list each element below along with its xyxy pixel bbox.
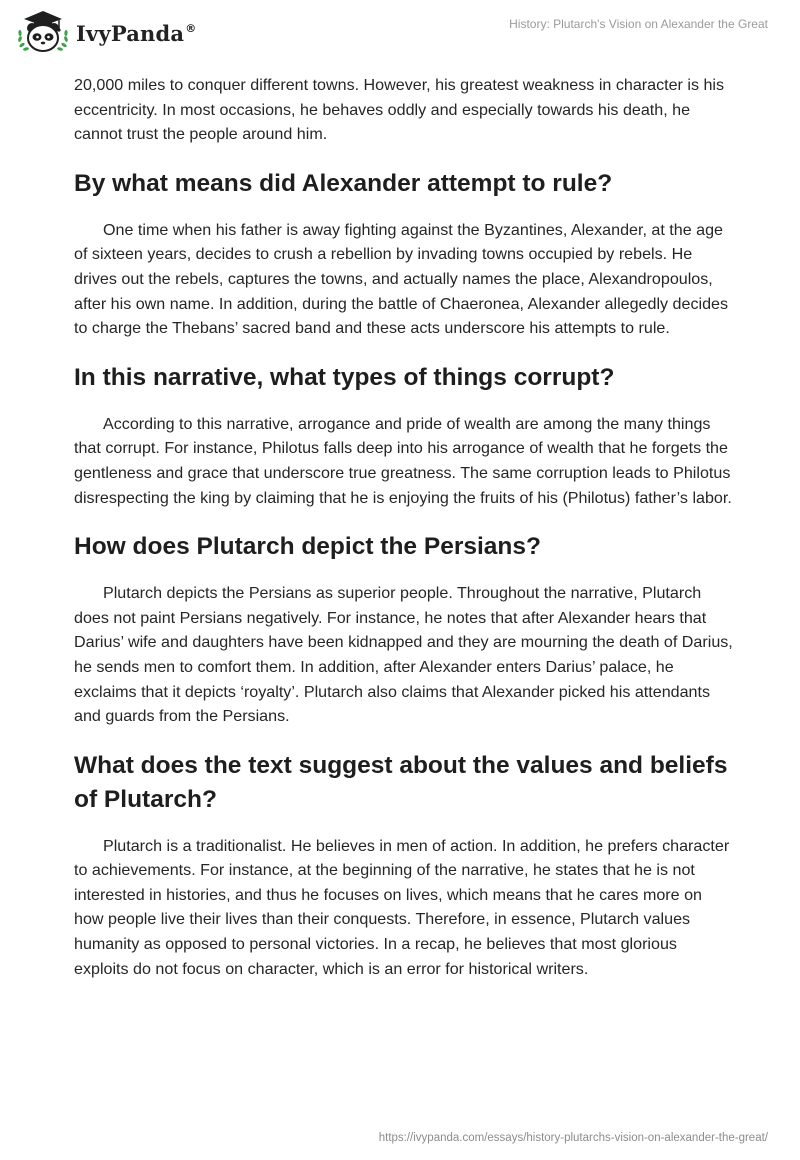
section-heading-rule: By what means did Alexander attempt to rule? bbox=[74, 169, 613, 197]
section-body-corruption: According to this narrative, arrogance and pride of wealth are among the many things that corrupt. For instance, Philotus falls deep into his arrogance of wealth that he forgets the gentleness and grace that underscore true greatness. The same corruption leads to Philotus disrespecting the king by claiming that he is enjoying the fruits of his (Philotus) father’s labor. bbox=[74, 414, 732, 507]
section-heading-persians: How does Plutarch depict the Persians? bbox=[74, 533, 541, 561]
section-body-rule: One time when his father is away fighting against the Byzantines, Alexander, at the age of sixteen years, decides to crush a rebellion by invading towns occupied by rebels. He drives out the rebels, captures the towns, and actually names the place, Alexandropoulos, after his own name. In addition, during the battle of Chaeronea, Alexander allegedly decides to charge the Thebans’ sacred band and these acts underscore his attempts to rule. bbox=[74, 220, 729, 338]
page-header bbox=[0, 0, 800, 64]
document-title: History: Plutarch's Vision on Alexander the Great bbox=[509, 17, 768, 31]
brand-name-text: IvyPanda bbox=[76, 20, 185, 46]
essay-content bbox=[74, 73, 734, 981]
section-heading-values: What does the text suggest about the values and beliefs of Plutarch? bbox=[74, 751, 728, 813]
section-heading-corruption: In this narrative, what types of things corrupt? bbox=[74, 363, 615, 391]
source-url[interactable]: https://ivypanda.com/essays/history-plutarchs-vision-on-alexander-the-great/ bbox=[378, 1132, 768, 1144]
intro-paragraph: 20,000 miles to conquer different towns. However, his greatest weakness in character is his eccentricity. In most occasions, he behaves oddly and especially towards his death, he cannot trust the people around him. bbox=[74, 76, 725, 144]
brand-name bbox=[76, 21, 196, 46]
ivypanda-logo[interactable] bbox=[14, 8, 196, 56]
section-body-values: Plutarch is a traditionalist. He believes in men of action. In addition, he prefers character to achievements. For instance, at the beginning of the narrative, he states that he is not interested in histories, and thus he focuses on lives, which means that he cares more on how people live their lives than their conquests. Therefore, in essence, Plutarch values humanity as opposed to personal victories. In a recap, he believes that most glorious exploits do not focus on character, which is an error for historical writers. bbox=[74, 836, 730, 978]
section-body-persians: Plutarch depicts the Persians as superior people. Throughout the narrative, Plutarch does not paint Persians negatively. For instance, he notes that after Alexander hears that Darius’ wife and daughters have been kidnapped and they are mourning the death of Darius, he sends men to comfort them. In addition, after Alexander enters Darius’ palace, he exclaims that it depicts ‘royalty’. Plutarch also claims that Alexander picked his attendants and guards from the Persians. bbox=[74, 584, 733, 726]
brand-registered-mark: ® bbox=[185, 21, 197, 35]
panda-graduate-icon bbox=[14, 8, 72, 56]
